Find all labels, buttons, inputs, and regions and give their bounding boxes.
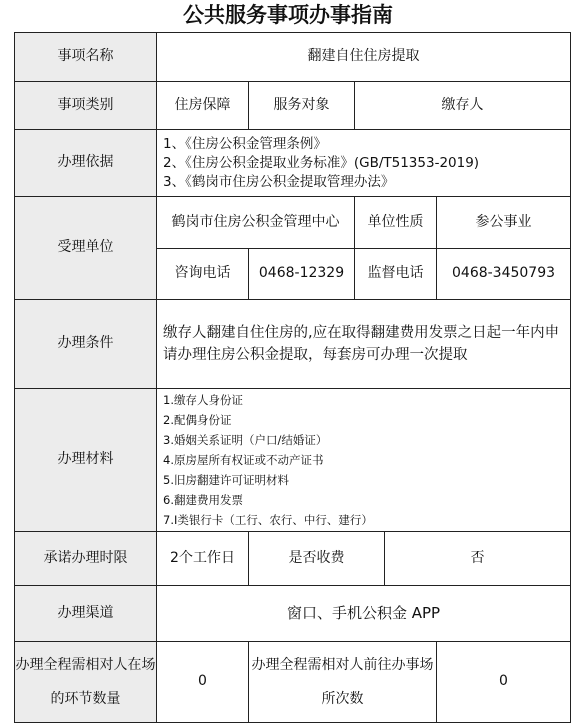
- materials-label: 办理材料: [15, 389, 157, 532]
- row-agency: [15, 197, 571, 249]
- fee-value: 否: [385, 532, 571, 586]
- item-name-label: 事项名称: [15, 33, 157, 82]
- material-item: 7.I类银行卡（工行、农行、中行、建行）: [163, 513, 373, 527]
- agency-nature-value: 参公事业: [437, 197, 571, 249]
- material-item: 2.配偶身份证: [163, 413, 232, 427]
- visits-value: 0: [437, 642, 571, 723]
- channel-label: 办理渠道: [15, 586, 157, 642]
- page-title: 公共服务事项办事指南: [183, 3, 393, 27]
- row-item-name: [15, 33, 571, 82]
- agency-label: 受理单位: [15, 197, 157, 300]
- channel-value: 窗口、手机公积金 APP: [157, 586, 571, 642]
- row-basis: [15, 130, 571, 197]
- conditions-label: 办理条件: [15, 300, 157, 389]
- supervise-value: 0468-3450793: [437, 249, 571, 300]
- phone-label: 咨询电话: [157, 249, 249, 300]
- category-label: 事项类别: [15, 82, 157, 130]
- material-item: 6.翻建费用发票: [163, 493, 243, 507]
- material-item: 1.缴存人身份证: [163, 393, 243, 407]
- row-channel: [15, 586, 571, 642]
- fee-label: 是否收费: [249, 532, 385, 586]
- material-item: 5.旧房翻建许可证明材料: [163, 473, 289, 487]
- target-label: 服务对象: [249, 82, 355, 130]
- basis-item: 1、《住房公积金管理条例》: [163, 135, 327, 152]
- basis-item: 2、《住房公积金提取业务标准》(GB/T51353-2019): [163, 154, 480, 171]
- item-name-value: 翻建自住住房提取: [157, 33, 571, 82]
- agency-nature-label: 单位性质: [355, 197, 437, 249]
- agency-name: 鹤岗市住房公积金管理中心: [157, 197, 355, 249]
- row-time-limit: [15, 532, 571, 586]
- presence-value: 0: [157, 642, 249, 723]
- guide-table: [14, 32, 571, 723]
- conditions-text: 缴存人翻建自住住房的,应在取得翻建费用发票之日起一年内申请办理住房公积金提取，每套房可办理一次提取: [157, 300, 571, 389]
- basis-label: 办理依据: [15, 130, 157, 197]
- time-limit-label: 承诺办理时限: [15, 532, 157, 586]
- time-limit-value: 2个工作日: [157, 532, 249, 586]
- material-item: 3.婚姻关系证明（户口/结婚证）: [163, 433, 328, 447]
- category-value: 住房保障: [157, 82, 249, 130]
- basis-item: 3、《鹤岗市住房公积金提取管理办法》: [163, 173, 395, 190]
- supervise-label: 监督电话: [355, 249, 437, 300]
- target-value: 缴存人: [355, 82, 571, 130]
- presence-label: 办理全程需相对人在场的环节数量: [15, 642, 157, 723]
- phone-value: 0468-12329: [249, 249, 355, 300]
- basis-list: [157, 130, 571, 197]
- row-category: [15, 82, 571, 130]
- materials-list: [157, 389, 571, 532]
- row-conditions: [15, 300, 571, 389]
- material-item: 4.原房屋所有权证或不动产证书: [163, 453, 324, 467]
- row-materials: [15, 389, 571, 532]
- visits-label: 办理全程需相对人前往办事场所次数: [249, 642, 437, 723]
- row-presence: [15, 642, 571, 723]
